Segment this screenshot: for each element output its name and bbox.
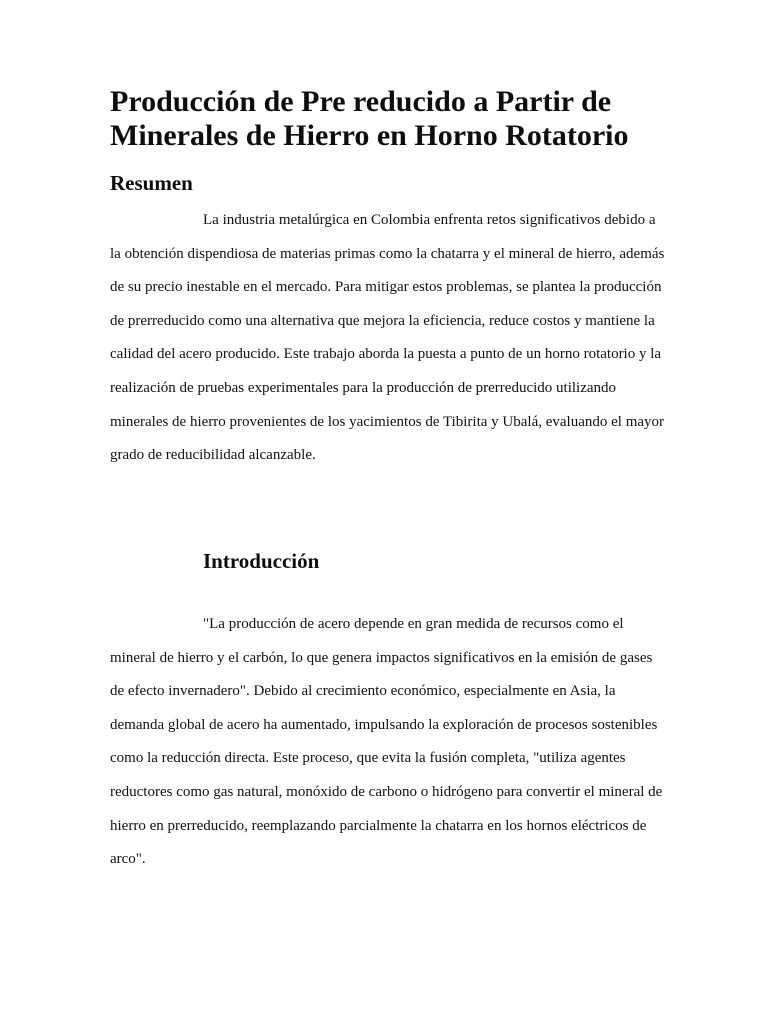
document-title: Producción de Pre reducido a Partir de Minerales de Hierro en Horno Rotatorio [110, 85, 629, 152]
resumen-heading: Resumen [110, 171, 193, 195]
introduccion-paragraph: "La producción de acero depende en gran medida de recursos como el mineral de hierro y el carbón, lo que genera impactos significativos en la emisión de gases de efecto invernadero". Debido al crecimiento económico, especialmente en Asia, la demanda global de acero ha aumentado, impulsando la exploración de procesos sostenibles como la reducción directa. Este proceso, que evita la fusión completa, "utiliza agentes reductores como gas natural, monóxido de carbono o hidrógeno para convertir el mineral de hierro en prerreducido, reemplazando parcialmente la chatarra en los hornos eléctricos de arco". [110, 616, 663, 868]
resumen-paragraph: La industria metalúrgica en Colombia enfrenta retos significativos debido a la obtención dispendiosa de materias primas como la chatarra y el mineral de hierro, además de su precio inestable en el mercado. Para mitigar estos problemas, se plantea la producción de prerreducido como una alternativa que mejora la eficiencia, reduce costos y mantiene la calidad del acero producido. Este trabajo aborda la puesta a punto de un horno rotatorio y la realización de pruebas experimentales para la producción de prerreducido utilizando minerales de hierro provenientes de los yacimientos de Tibirita y Ubalá, evaluando el mayor grado de reducibilidad alcanzable. [110, 212, 665, 464]
introduccion-heading: Introducción [203, 549, 320, 573]
